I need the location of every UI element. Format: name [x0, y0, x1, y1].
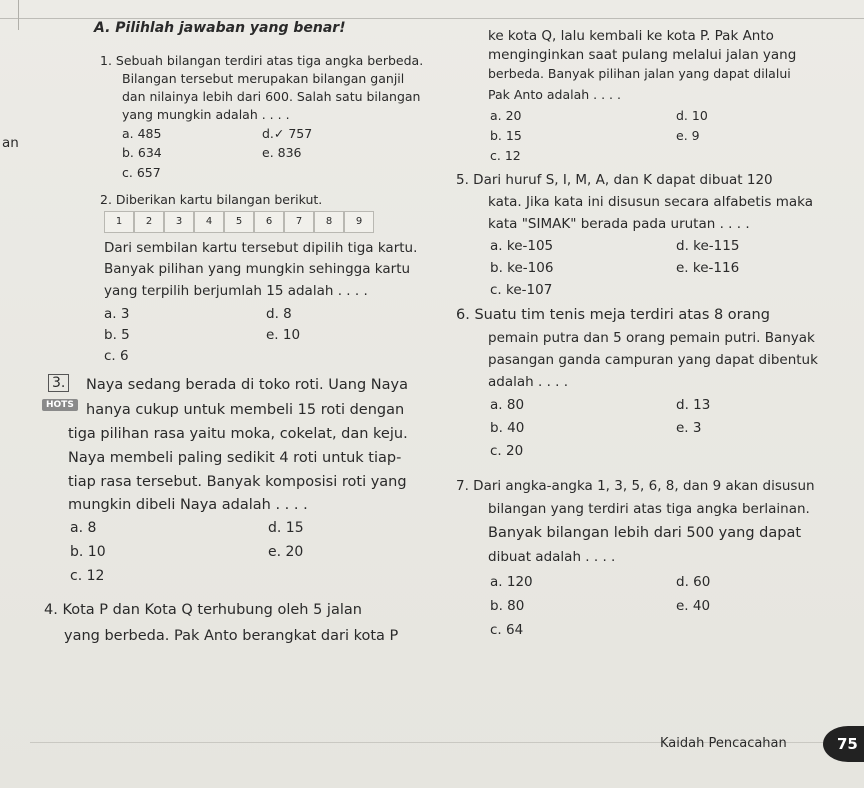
q1-option-c: c. 657	[122, 165, 161, 180]
footer-chapter: Kaidah Pencacahan	[660, 736, 787, 751]
q5-line: kata "SIMAK" berada pada urutan . . . .	[488, 216, 750, 232]
q6-option-a: a. 80	[490, 397, 525, 413]
number-cards	[104, 211, 374, 233]
q2-line: 2. Diberikan kartu bilangan berikut.	[100, 192, 323, 207]
number-card: 9	[344, 211, 374, 233]
q1-line: yang mungkin adalah . . . .	[122, 107, 290, 122]
number-card: 2	[134, 211, 164, 233]
number-card: 6	[254, 211, 284, 233]
q3-line: Naya membeli paling sedikit 4 roti untuk tiap-	[68, 450, 402, 466]
q7-option-b: b. 80	[490, 598, 525, 614]
q7-line: Banyak bilangan lebih dari 500 yang dapat	[488, 525, 802, 541]
q3-line: hanya cukup untuk membeli 15 roti dengan	[86, 402, 405, 418]
q2-option-e: e. 10	[266, 327, 301, 343]
q4-option-e: e. 9	[676, 128, 700, 143]
q3-line: Naya sedang berada di toko roti. Uang Naya	[86, 377, 408, 393]
q6-option-e: e. 3	[676, 420, 702, 436]
page-number: 75	[823, 726, 864, 762]
hots-badge: HOTS	[42, 399, 78, 411]
number-card: 4	[194, 211, 224, 233]
q4-option-c: c. 12	[490, 148, 521, 163]
q4-option-b: b. 15	[490, 128, 522, 143]
q1-option-a: a. 485	[122, 126, 162, 141]
q5-option-a: a. ke-105	[490, 238, 554, 254]
margin-fragment: an	[2, 135, 19, 151]
q5-option-d: d. ke-115	[676, 238, 740, 254]
q3-line: tiap rasa tersebut. Banyak komposisi roti yang	[68, 474, 407, 490]
q6-line: adalah . . . .	[488, 374, 569, 390]
q5-line: 5. Dari huruf S, I, M, A, dan K dapat dibuat 120	[456, 172, 773, 188]
top-border	[0, 0, 864, 19]
q4-option-d: d. 10	[676, 108, 708, 123]
q6-option-c: c. 20	[490, 443, 524, 459]
q3-option-a: a. 8	[70, 520, 97, 536]
q6-line: pasangan ganda campuran yang dapat dibentuk	[488, 352, 818, 368]
q2-option-b: b. 5	[104, 327, 130, 343]
q3-number: 3.	[48, 374, 69, 392]
q3-option-d: d. 15	[268, 520, 304, 536]
q4-line: Pak Anto adalah . . . .	[488, 87, 621, 102]
number-card: 5	[224, 211, 254, 233]
q6-line: 6. Suatu tim tenis meja terdiri atas 8 orang	[456, 307, 770, 323]
q2-line: yang terpilih berjumlah 15 adalah . . . .	[104, 283, 368, 299]
q5-line: kata. Jika kata ini disusun secara alfabetis maka	[488, 194, 814, 210]
number-card: 1	[104, 211, 134, 233]
q2-option-d: d. 8	[266, 306, 292, 322]
q2-option-a: a. 3	[104, 306, 130, 322]
q4-line: berbeda. Banyak pilihan jalan yang dapat dilalui	[488, 66, 791, 81]
q1-line: 1. Sebuah bilangan terdiri atas tiga angka berbeda.	[100, 53, 424, 68]
q4-option-a: a. 20	[490, 108, 522, 123]
q1-line: dan nilainya lebih dari 600. Salah satu bilangan	[122, 89, 421, 104]
number-card: 8	[314, 211, 344, 233]
q7-line: dibuat adalah . . . .	[488, 549, 616, 565]
q1-option-d: d.✓ 757	[262, 126, 313, 141]
q3-option-e: e. 20	[268, 544, 304, 560]
q2-option-c: c. 6	[104, 348, 129, 364]
q5-option-e: e. ke-116	[676, 260, 740, 276]
q3-line: tiga pilihan rasa yaitu moka, cokelat, dan keju.	[68, 426, 408, 442]
q7-option-d: d. 60	[676, 574, 711, 590]
q7-line: 7. Dari angka-angka 1, 3, 5, 6, 8, dan 9 akan disusun	[456, 478, 815, 494]
q7-option-e: e. 40	[676, 598, 711, 614]
q7-option-c: c. 64	[490, 622, 524, 638]
q3-option-b: b. 10	[70, 544, 106, 560]
q4-line: menginginkan saat pulang melalui jalan yang	[488, 47, 797, 63]
q1-option-b: b. 634	[122, 145, 162, 160]
q4-line: ke kota Q, lalu kembali ke kota P. Pak Anto	[488, 28, 774, 44]
q5-option-b: b. ke-106	[490, 260, 554, 276]
q7-line: bilangan yang terdiri atas tiga angka berlainan.	[488, 501, 810, 517]
section-title: A. Pilihlah jawaban yang benar!	[94, 20, 346, 36]
q3-line: mungkin dibeli Naya adalah . . . .	[68, 497, 308, 513]
number-card: 3	[164, 211, 194, 233]
q1-line: Bilangan tersebut merupakan bilangan ganjil	[122, 71, 405, 86]
q2-line: Banyak pilihan yang mungkin sehingga kartu	[104, 261, 411, 277]
left-border	[0, 0, 19, 30]
q6-line: pemain putra dan 5 orang pemain putri. Banyak	[488, 330, 815, 346]
q4-line: yang berbeda. Pak Anto berangkat dari kota P	[64, 628, 399, 644]
q2-line: Dari sembilan kartu tersebut dipilih tiga kartu.	[104, 240, 418, 256]
number-card: 7	[284, 211, 314, 233]
q6-option-b: b. 40	[490, 420, 525, 436]
q6-option-d: d. 13	[676, 397, 711, 413]
q1-option-e: e. 836	[262, 145, 302, 160]
q5-option-c: c. ke-107	[490, 282, 553, 298]
q4-line: 4. Kota P dan Kota Q terhubung oleh 5 jalan	[44, 602, 362, 618]
q7-option-a: a. 120	[490, 574, 533, 590]
q3-option-c: c. 12	[70, 568, 105, 584]
